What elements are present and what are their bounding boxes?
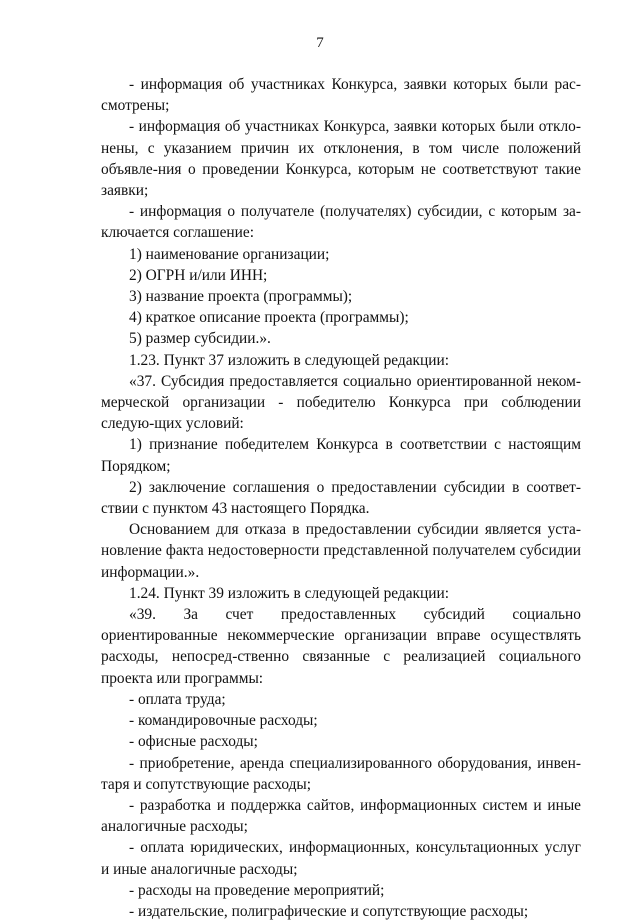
list-item-equipment-costs: - приобретение, аренда специализированного оборудования, инвен-таря и сопутствующие расходы; — [101, 754, 581, 793]
list-item-project-description: 4) краткое описание проекта (программы); — [129, 309, 409, 327]
list-item-websites-costs: - разработка и поддержка сайтов, информационных систем и иные аналогичные расходы; — [101, 796, 581, 836]
page-number: 7 — [316, 35, 324, 51]
paragraph-rejected-participants: - информация об участниках Конкурса, заявки которых были откло-нены, с указанием причин их отклонения, в том числе положений объявле-ния о проведении Конкурса, которым не соответствуют такие заявки; — [101, 118, 581, 200]
paragraph-clause-39: «39. За счет предоставленных субсидий социально ориентированные некоммерческие организации вправе осуществлять расходы, непосред-ственно связанные с реализацией социального проекта или программы: — [101, 606, 581, 687]
paragraph-clause-37: «37. Субсидия предоставляется социально ориентированной неком-мерческой организации - победителю Конкурса при соблюдении следую-щих условий: — [101, 372, 581, 433]
list-item-publishing-costs: - издательские, полиграфические и сопутствующие расходы; — [129, 902, 529, 920]
paragraph-subsidy-recipient: - информация о получателе (получателях) субсидии, с которым за-ключается соглашение: — [101, 203, 581, 242]
list-item-ogrn-inn: 2) ОГРН и/или ИНН; — [129, 266, 268, 284]
list-item-subsidy-amount: 5) размер субсидии.». — [129, 330, 271, 348]
list-item-agreement-conclusion: 2) заключение соглашения о предоставлении субсидии в соответ-ствии с пунктом 43 настоящего Порядка. — [101, 478, 581, 518]
list-item-winner-recognition: 1) признание победителем Конкурса в соответствии с настоящим Порядком; — [101, 436, 581, 475]
list-item-travel-costs: - командировочные расходы; — [129, 712, 318, 730]
list-item-office-costs: - офисные расходы; — [129, 733, 258, 751]
document-body — [101, 74, 581, 922]
list-item-organization-name: 1) наименование организации; — [129, 245, 330, 263]
list-item-services-costs: - оплата юридических, информационных, консультационных услуг и иные аналогичные расходы; — [101, 839, 581, 878]
paragraph-reviewed-participants: - информация об участниках Конкурса, заявки которых были рас-смотрены; — [101, 76, 581, 115]
paragraph-clause-1-24: 1.24. Пункт 39 изложить в следующей редакции: — [129, 584, 450, 602]
paragraph-refusal-grounds: Основанием для отказа в предоставлении субсидии является уста-новление факта недостоверности представленной получателем субсидии информации.». — [101, 521, 581, 581]
list-item-project-name: 3) название проекта (программы); — [129, 288, 353, 306]
list-item-events-costs: - расходы на проведение мероприятий; — [129, 881, 385, 899]
list-item-labor-costs: - оплата труда; — [129, 690, 226, 708]
paragraph-clause-1-23: 1.23. Пункт 37 изложить в следующей редакции: — [129, 351, 450, 369]
